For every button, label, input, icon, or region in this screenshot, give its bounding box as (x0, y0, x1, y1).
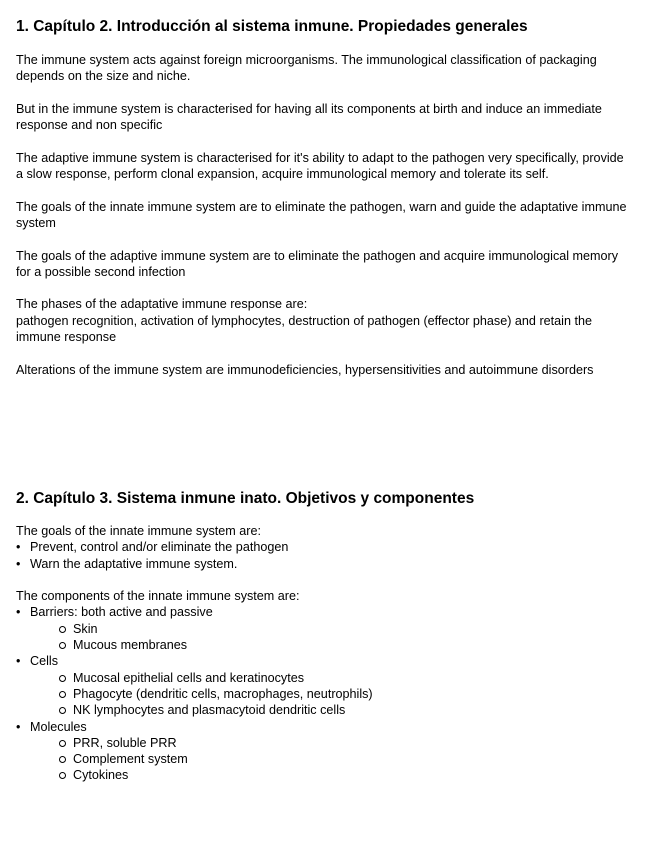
paragraph-alterations: Alterations of the immune system are immunodeficiencies, hypersensitivities and autoimmune disorders (16, 362, 594, 377)
goals-intro: The goals of the innate immune system are: (16, 524, 262, 538)
paragraph-adaptive-system: The adaptive immune system is characterised for it's ability to adapt to the pathogen very specifically, provide a slow response, perform clonal expansion, acquire immunological memory and tolerate its self. (16, 150, 624, 182)
section-2-body (16, 523, 628, 784)
cells-sublist (30, 670, 628, 719)
list-item: Mucous membranes (30, 637, 628, 653)
list-item: Complement system (30, 751, 628, 767)
molecules-sublist (30, 735, 628, 784)
list-item: PRR, soluble PRR (30, 735, 628, 751)
list-item-barriers: • Barriers: both active and passive Skin Mucous membranes (16, 604, 628, 653)
paragraph-adaptive-goals: The goals of the adaptive immune system are to eliminate the pathogen and acquire immunological memory for a possible second infection (16, 248, 619, 279)
list-item: • Prevent, control and/or eliminate the pathogen (16, 539, 628, 555)
components-intro: The components of the innate immune system are: (16, 589, 300, 604)
list-item: Phagocyte (dendritic cells, macrophages, neutrophils) (30, 686, 628, 702)
barriers-sublist (30, 621, 628, 654)
list-item: • Warn the adaptative immune system. (16, 556, 628, 572)
list-item: Skin (30, 621, 628, 637)
section-1-title: 1. Capítulo 2. Introducción al sistema inmune. Propiedades generales (16, 18, 528, 35)
list-item: Cytokines (30, 767, 628, 783)
section-2-title: 2. Capítulo 3. Sistema inmune inato. Objetivos y componentes (16, 490, 475, 507)
paragraph-innate-goals: The goals of the innate immune system are to eliminate the pathogen, warn and guide the adaptative immune system (16, 199, 627, 230)
paragraph-adaptive-phases (16, 296, 628, 345)
list-item: Mucosal epithelial cells and keratinocytes (30, 670, 628, 686)
phases-intro: The phases of the adaptative immune response are: (16, 297, 308, 312)
components-list (16, 604, 628, 783)
section-1-body (16, 52, 628, 394)
paragraph-immune-system: The immune system acts against foreign microorganisms. The immunological classification of packaging depends on the size and niche. (16, 53, 597, 84)
list-item-cells: • Cells Mucosal epithelial cells and keratinocytes Phagocyte (dendritic cells, macrophages, neutrophils) NK lymphocytes and plasmacytoid dendritic cells (16, 653, 628, 718)
list-item: NK lymphocytes and plasmacytoid dendritic cells (30, 702, 628, 718)
paragraph-innate-system: But in the immune system is characterised for having all its components at birth and induce an immediate response and non specific (16, 101, 602, 133)
list-item-molecules: • Molecules PRR, soluble PRR Complement system Cytokines (16, 719, 628, 784)
goals-list (16, 539, 628, 572)
phases-text: pathogen recognition, activation of lymphocytes, destruction of pathogen (effector phase) and retain the immune response (16, 313, 592, 345)
